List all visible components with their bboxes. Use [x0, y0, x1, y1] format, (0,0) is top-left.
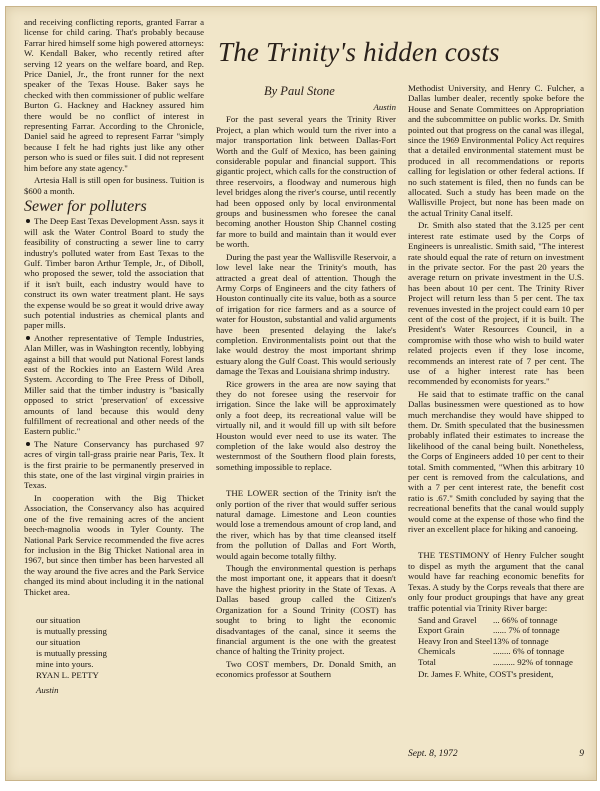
magazine-page: [5, 6, 597, 781]
page-number: 9: [579, 749, 584, 759]
tonnage-table: [418, 615, 584, 667]
article-paragraph: Dr. Smith also stated that the 3.125 per cent interest rate estimate used by the Corps of Engineers is unrealistic. Smith said, "The interest rate should equal the rate of return on investment in the private sector. For the past 20 years the average return on private investment in the U.S. has been about 10 per cent. The Trinity River Project will return less than 5 per cent. The tax revenues invested in the project could earn 10 per cent of the cost of the project, if it is built. The President's Water Resources Council, in a compromise with those who wish to build water related projects even if they lose income, recommends an interest rate of 7 per cent. The use of a higher interest rate has been recommended by economists for years.": [408, 220, 584, 387]
page-footer: [408, 749, 584, 759]
article-paragraph: Though the environmental question is perhaps the most important one, it appears that it doesn't have the highest priority in the State of Texas. A Dallas based group called the Citizen's Organization for a Sound Trinity (COST) has sought to bring to light the economic disadvantages of the canal, since it seems the financial argument is the one with the greatest chance of halting the Trinity project.: [216, 563, 396, 657]
column-right: [408, 83, 584, 681]
dateline: Austin: [373, 102, 396, 112]
poem-line: mine into yours.: [36, 658, 94, 669]
article-paragraph: Rice growers in the area are now saying that they do not foresee using the reservoir for irrigation. Since the lake will be approximately only a foot deep, its recreational value will be virtually nil, and it would fill up with silt before Houston would ever need to use its water. The completion of the lake would also destroy the westernmost of the Southern flood plain forests, something impossible to replace.: [216, 378, 396, 472]
article-paragraph-dropcap: THE LOWER section of the Trinity isn't the only portion of the river that would suffer serious natural damage. Limestone and Leon counties would lose a tremendous amount of crop land, and the river, which has by that time cleansed itself from the pollution of Dallas and Fort Worth, would again become totally filthy.: [216, 488, 396, 561]
tonnage-row: Total .......... 92% of tonnage: [418, 656, 573, 667]
page-title: The Trinity's hidden costs: [218, 37, 500, 67]
issue-date: Sept. 8, 1972: [408, 749, 458, 759]
article-paragraph-dropcap: THE TESTIMONY of Henry Fulcher sought to dispel as myth the argument that the canal would have far reaching economic benefits for Texas. A study by the Corps reveals that there are only four product groupings that have any great traffic potential via Trinity River barge:: [408, 550, 584, 613]
poem-line: our situation: [36, 636, 81, 647]
article-paragraph: In cooperation with the Big Thicket Association, the Conservancy also has acquired one of the five remaining acres of the ancient beech-magnolia woods in Tyler County. The National Park Service recommended the five acres for inclusion in the Big Thicket National area in 1967, but since then timber has been harvested all the way around the five acres and the Park Service changed its mind about including it in the national Thicket area.: [24, 492, 204, 597]
column-middle: [216, 102, 396, 682]
article-paragraph: During the past year the Wallisville Reservoir, a low level lake near the Trinity's mouth, has attracted a great deal of attention. Though the Army Corps of Engineers and the city fathers of Houston continually cite its value, both as a source of irrigation for rice farmers and as a source of water for Houston, substantial and valid arguments have been presented delaying the lake's completion. Environmentalists point out that the lake would destroy the most important shrimp estuary along the Gulf Coast. This would seriously damage the Texas and Louisiana shrimp industry.: [216, 251, 396, 377]
section-heading: Sewer for polluters: [24, 197, 147, 215]
article-paragraph: He said that to estimate traffic on the canal Dallas businessmen were questioned as to how much merchandise they would have shipped to them. Dr. Smith speculated that the businessmen probably inflated their estimates to increase the likelihood of the canal being built. Nonetheless, the Corps of Engineers added 10 per cent to their total. Smith commented, "When this arbitrary 10 per cent is removed from the calculations, and with a 7 per cent interest rate, the benefit cost ratio is .67." Smith concluded by saying that the recreational benefits that the canal would supply would come at the expense of those who find the river an excellent place for hiking and canoeing.: [408, 388, 584, 535]
article-paragraph: Dr. James F. White, COST's president,: [418, 668, 554, 679]
poem-line: is mutually pressing: [36, 647, 107, 658]
column-left: [24, 17, 204, 696]
article-paragraph: Artesia Hall is still open for business. Tuition is $600 a month.: [24, 175, 204, 196]
tonnage-row: Chemicals ........ 6% of tonnage: [418, 646, 565, 657]
poem-line: our situation: [36, 614, 81, 625]
poem: [24, 615, 204, 696]
article-paragraph: The Nature Conservancy has purchased 97 acres of virgin tall-grass prairie near Paris, Tex. It is the first prairie to be permanently preserved in this state, one of the last virginal virgin prairies in Texas.: [24, 438, 204, 491]
article-paragraph: Another representative of Temple Industries, Alan Miller, was in Washington recently, lobbying against a bill that would put National Forest lands east of the Rockies into an Eastern Wild Area System. According to The Free Press of Diboll, Miller said that the timber industry is "basically opposed to strict 'preservation' of excessive amounts of land because this would deny fulfillment of recreational and other needs of the Eastern public.": [24, 332, 204, 437]
tonnage-row: Sand and Gravel ... 66% of tonnage: [418, 614, 558, 625]
tonnage-row: Heavy Iron and Steel 13% of tonnage: [418, 635, 549, 646]
article-paragraph: Methodist University, and Henry C. Fulcher, a Dallas lumber dealer, recently spoke before the House and Senate Committees on Appropriation and the subcommittee on public works. Dr. Smith pointed out that progress on the canal was illegal, since the 1969 Environmental Policy Act requires that a detailed environmental statement must be produced in all recommendations or reports calling for legislation or other federal actions. If no such statement is filed, then no funds can be allocated. Such a study has been made on the Wallisville Project, but none has been made on the actual Trinity Canal itself.: [408, 83, 584, 218]
poem-line: is mutually pressing: [36, 625, 107, 636]
byline: By Paul Stone: [264, 84, 335, 98]
article-paragraph: The Deep East Texas Development Assn. says it will ask the Water Control Board to study the feasibility of constructing a sewer line to carry industry's polluted water from East Texas to the Gulf. Timber baron Arthur Temple, Jr., of Diboll, who proposed the sewer, told the association that if it isn't built, each industry would have to construct its own water treatment plant. He says the expense would be so great it would drive away such potential industries as chemical plants and paper mills.: [24, 216, 204, 331]
article-paragraph: Two COST members, Dr. Donald Smith, an economics professor at Southern: [216, 658, 396, 680]
poem-signature: RYAN L. PETTY: [36, 669, 99, 680]
poem-place: Austin: [36, 684, 59, 695]
tonnage-row: Export Grain ...... 7% of tonnage: [418, 625, 560, 636]
article-paragraph: For the past several years the Trinity River Project, a plan which would turn the river into a major transportation link between Dallas-Fort Worth and the Gulf of Mexico, has been gaining considerable popular and financial support. This gigantic project, which calls for the construction of three reservoirs, a floodway and numerous high level bridges along the river's course, until recently had been opposed only by local environmental groups and businessmen who foresee the canal becoming another Houston Ship Channel costing far more to build and maintain than it would ever be worth.: [216, 114, 396, 250]
article-paragraph: and receiving conflicting reports, granted Farrar a license for child caring. That's probably because Farrar hired himself some high powered attorneys: W. Kendall Baker, who recently retired after serving 12 years on the welfare board, and Rep. Price Daniel, Jr., the front runner for the next speaker of the Texas House. Baker says he checked with then commissioner of public welfare Burton G. Hackney and Hackney assured him there would be no conflict of interest in representing Farrar. According to the Chronicle, Daniel said he agreed to represent Farrar "simply because I felt he had rights just like any other person who is sued or files suit. I did not represent him before any state agency.": [24, 17, 204, 173]
